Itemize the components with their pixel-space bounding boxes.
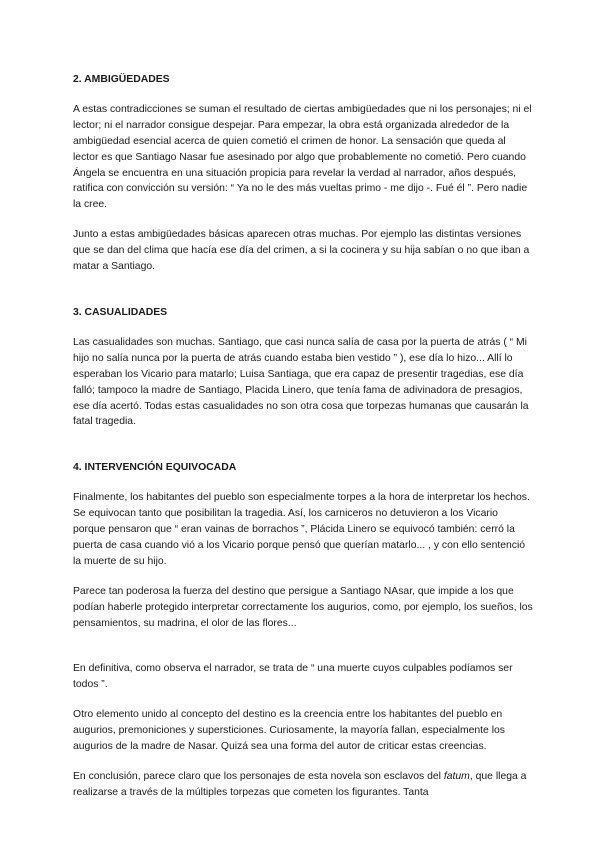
- paragraph: Junto a estas ambigüedades básicas aparecen otras muchas. Por ejemplo las distintas versiones que se dan del clima que hacía ese día del crimen, a si la cocinera y su hija sabían o no que iban a matar a Santiago.: [73, 229, 530, 273]
- italic-term: fatum: [443, 771, 470, 782]
- text-run: , que llega a realizarse a través de la múltiples torpezas que cometen los figurantes. Tanta: [73, 771, 527, 798]
- section-heading-intervencion: 4. INTERVENCIÓN EQUIVOCADA: [73, 462, 237, 474]
- text-run: En conclusión, parece claro que los personajes de esta novela son esclavos del: [73, 771, 444, 782]
- paragraph: A estas contradicciones se suman el resultado de ciertas ambigüedades que ni los personajes; ni el lector; ni el narrador consigue despejar. Para empezar, la obra está organizada alrededor de la ambigüedad esencial acerca de quien cometió el crimen de honor. La sensación que queda al lector es que Santiago Nasar fue asesinado por algo que probablemente no cometió. Pero cuando Ángela se encuentra en una situación propicia para revelar la verdad al narrador, años después, ratifica con convicción su versión: “ Ya no le des más vueltas primo - me dijo -. Fué él ”. Pero nadie la cree.: [73, 103, 532, 211]
- paragraph: [73, 769, 533, 801]
- section-heading-casualidades: 3. CASUALIDADES: [73, 306, 168, 318]
- section-heading-ambiguedades: 2. AMBIGÜEDADES: [73, 74, 170, 85]
- paragraph: Las casualidades son muchas. Santiago, que casi nunca salía de casa por la puerta de atrás ( “ Mi hijo no salía nunca por la puerta de atrás cuando estaba bien vestido ” ), ese día lo hizo... Allí lo esperaban los Vicario para matarlo; Luisa Santiaga, que era capaz de presentir tragedias, ese día falló; tampoco la madre de Santiago, Placida Linero, que tenía fama de adivinadora de presagios, ese día acertó. Todas estas casualidades no son otra cosa que torpezas humanas que causarán la fatal tragedia.: [73, 336, 529, 428]
- paragraph: Otro elemento unido al concepto del destino es la creencia entre los habitantes del pueblo en augurios, premoniciones y supersticiones. Curiosamente, la mayoría fallan, especialmente los augurios de la madre de Nasar. Quizá sea una forma del autor de criticar estas creencias.: [73, 709, 506, 753]
- paragraph: En definitiva, como observa el narrador, se trata de “ una muerte cuyos culpables podíamos ser todos ”.: [73, 663, 513, 691]
- document-page: [73, 72, 533, 801]
- paragraph: Parece tan poderosa la fuerza del destino que persigue a Santiago NAsar, que impide a los que podían haberle protegido interpretar correctamente los augurios, como, por ejemplo, los sueños, los pensamientos, su madrina, el olor de las flores...: [73, 585, 533, 629]
- paragraph: Finalmente, los habitantes del pueblo son especialmente torpes a la hora de interpretar los hechos. Se equivocan tanto que posibilitan la tragedia. Así, los carniceros no detuvieron a los Vicario porque pensaron que “ eran vainas de borrachos ”, Plácida Linero se equivocó también: cerró la puerta de casa cuando vió a los Vicario porque pensó que querían matarlo... , y con ello sentenció la muerte de su hijo.: [73, 492, 530, 567]
